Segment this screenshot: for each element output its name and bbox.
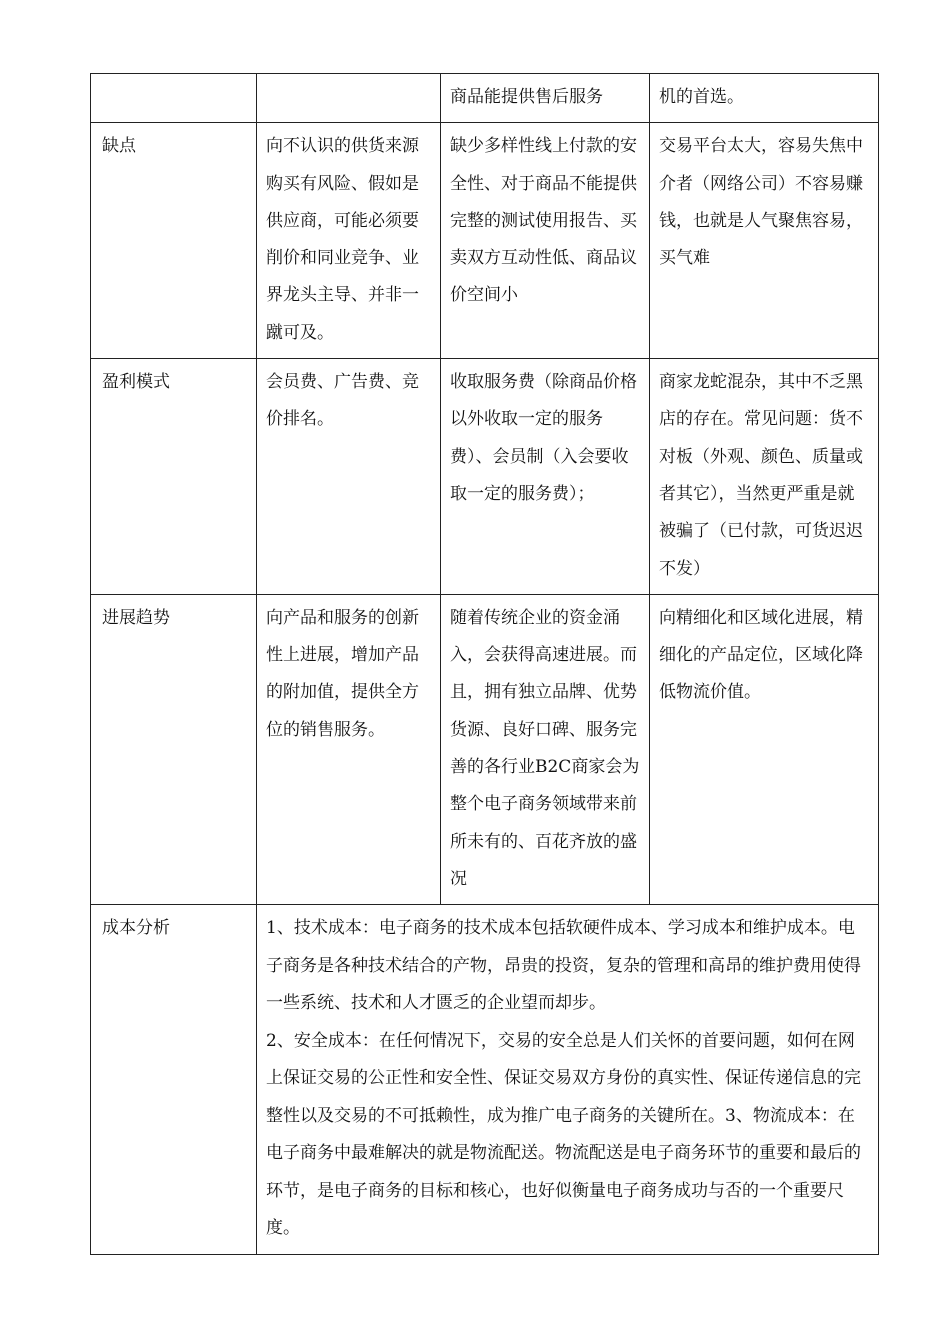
row-label-cost-analysis: 成本分析 [91,905,257,1255]
table-cell: 向产品和服务的创新性上进展，增加产品的附加值，提供全方位的销售服务。 [257,594,441,904]
table-cell [257,74,441,123]
table-cell [91,74,257,123]
table-cell: 商家龙蛇混杂，其中不乏黑店的存在。常见问题：货不对板（外观、颜色、质量或者其它），当然更严重是就被骗了（已付款，可货迟迟不发） [650,359,879,595]
comparison-table [90,73,879,1255]
table-cell: 向精细化和区域化进展，精细化的产品定位，区域化降低物流价值。 [650,594,879,904]
table-row [91,905,879,1255]
table-cell: 收取服务费（除商品价格以外收取一定的服务费）、会员制（入会要收取一定的服务费）； [441,359,650,595]
table-cell: 交易平台太大，容易失焦中介者（网络公司）不容易赚钱，也就是人气聚焦容易，买气难 [650,123,879,359]
cost-paragraph: 2、安全成本：在任何情况下，交易的安全总是人们关怀的首要问题，如何在网上保证交易的公正性和安全性、保证交易双方身份的真实性、保证传递信息的完整性以及交易的不可抵赖性，成为推广电子商务的关键所在。3、物流成本：在电子商务中最难解决的就是物流配送。物流配送是电子商务环节的重要和最后的环节，是电子商务的目标和核心，也好似衡量电子商务成功与否的一个重要尺度。 [266,1030,861,1239]
table-cell: 会员费、广告费、竞价排名。 [257,359,441,595]
table-cell: 机的首选。 [650,74,879,123]
table-row [91,74,879,123]
row-label-profit-model: 盈利模式 [91,359,257,595]
cost-analysis-cell [257,905,879,1255]
row-label-trend: 进展趋势 [91,594,257,904]
table-cell: 商品能提供售后服务 [441,74,650,123]
row-label-disadvantages: 缺点 [91,123,257,359]
table-row [91,123,879,359]
cost-paragraph: 1、技术成本：电子商务的技术成本包括软硬件成本、学习成本和维护成本。电子商务是各种技术结合的产物，昂贵的投资，复杂的管理和高昂的维护费用使得一些系统、技术和人才匮乏的企业望而却步。 [266,918,861,1014]
table-row [91,594,879,904]
table-cell: 随着传统企业的资金涌入，会获得高速进展。而且，拥有独立品牌、优势货源、良好口碑、服务完善的各行业B2C商家会为整个电子商务领域带来前所未有的、百花齐放的盛况 [441,594,650,904]
table-cell: 缺少多样性线上付款的安全性、对于商品不能提供完整的测试使用报告、买卖双方互动性低、商品议价空间小 [441,123,650,359]
table-row [91,359,879,595]
table-cell: 向不认识的供货来源购买有风险、假如是供应商，可能必须要削价和同业竞争、业界龙头主导、并非一蹴可及。 [257,123,441,359]
